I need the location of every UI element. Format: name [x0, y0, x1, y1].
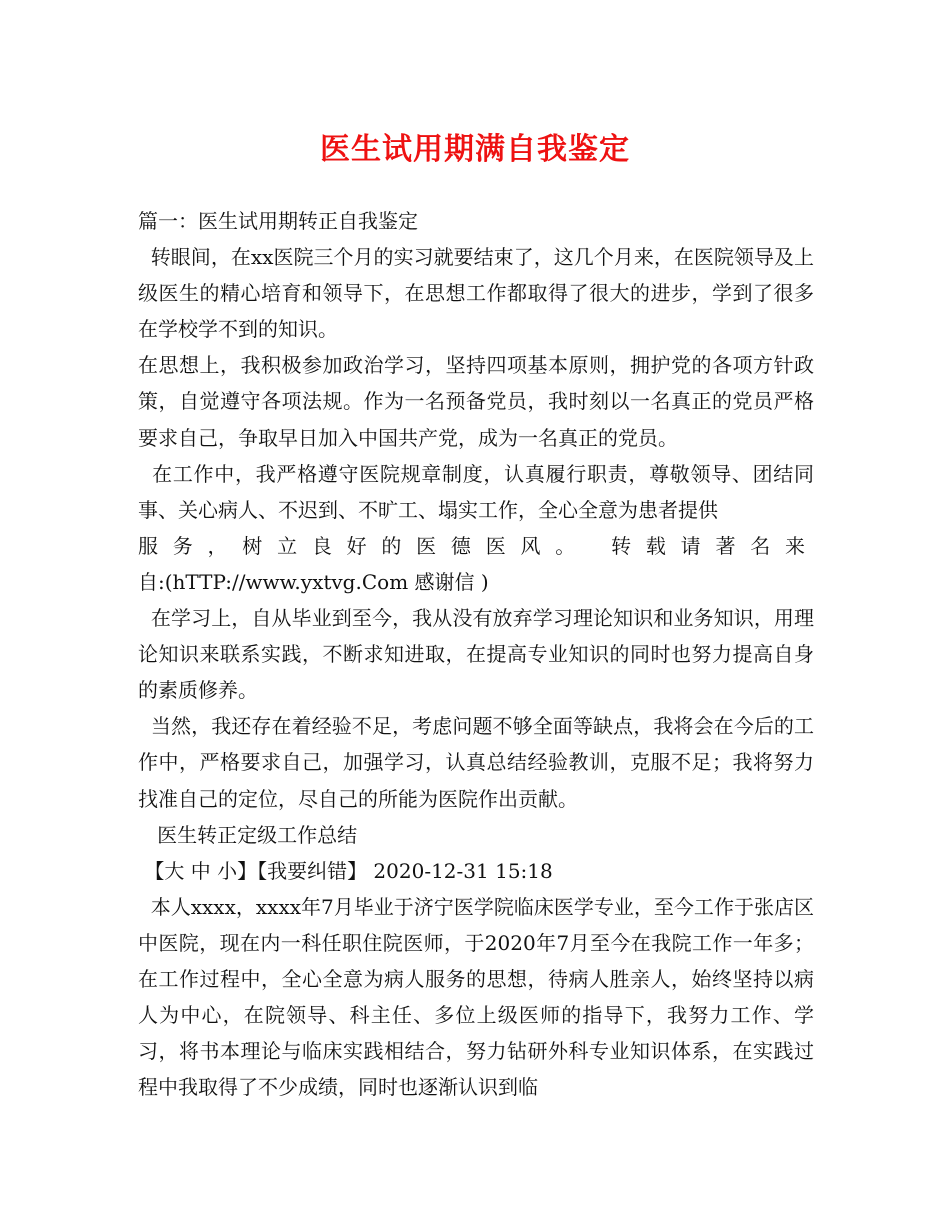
document-title: 医生试用期满自我鉴定	[320, 132, 630, 167]
paragraph-study: 在学习上，自从毕业到至今，我从没有放弃学习理论知识和业务知识，用理论知识来联系实践，不断求知进取，在提高专业知识的同时也努力提高自身的素质修养。	[138, 606, 815, 703]
subsection-heading: 医生转正定级工作总结	[138, 822, 358, 847]
paragraph-work-continued: 服务，树立良好的医德医风。 转载请著名来	[138, 533, 814, 558]
paragraph-work: 在工作中，我严格遵守医院规章制度，认真履行职责，尊敬领导、团结同事、关心病人、不迟到、不旷工、塌实工作，全心全意为患者提供	[138, 461, 815, 522]
section-heading: 篇一：医生试用期转正自我鉴定	[138, 209, 418, 233]
paragraph-summary: 本人xxxx，xxxx年7月毕业于济宁医学院临床医学专业，至今工作于张店区中医院，现在内一科任职住院医师，于2020年7月至今在我院工作一年多；在工作过程中，全心全意为病人服务的思想，待病人胜亲人，始终坚持以病人为中心，在院领导、科主任、多位上级医师的指导下，我努力工作、学习，将书本理论与临床实践相结合，努力钻研外科专业知识体系，在实践过程中我取得了不少成绩，同时也逐渐认识到临	[138, 894, 814, 1100]
paragraph-intro: 转眼间，在xx医院三个月的实习就要结束了，这几个月来，在医院领导及上级医生的精心培育和领导下，在思想工作都取得了很大的进步，学到了很多在学校学不到的知识。	[138, 245, 815, 342]
source-note: 自:(hTTP://www.yxtvg.Com 感谢信 )	[138, 569, 489, 594]
paragraph-shortcomings: 当然，我还存在着经验不足，考虑问题不够全面等缺点，我将会在今后的工作中，严格要求自己，加强学习，认真总结经验教训，克服不足；我将努力找准自己的定位，尽自己的所能为医院作出贡献。	[138, 714, 815, 811]
meta-line: 【大 中 小】【我要纠错】 2020-12-31 15:18	[138, 858, 553, 883]
document-body	[138, 203, 814, 1105]
paragraph-thought: 在思想上，我积极参加政治学习，坚持四项基本原则，拥护党的各项方针政策，自觉遵守各项法规。作为一名预备党员，我时刻以一名真正的党员严格要求自己，争取早日加入中国共产党，成为一名真正的党员。	[138, 353, 814, 450]
